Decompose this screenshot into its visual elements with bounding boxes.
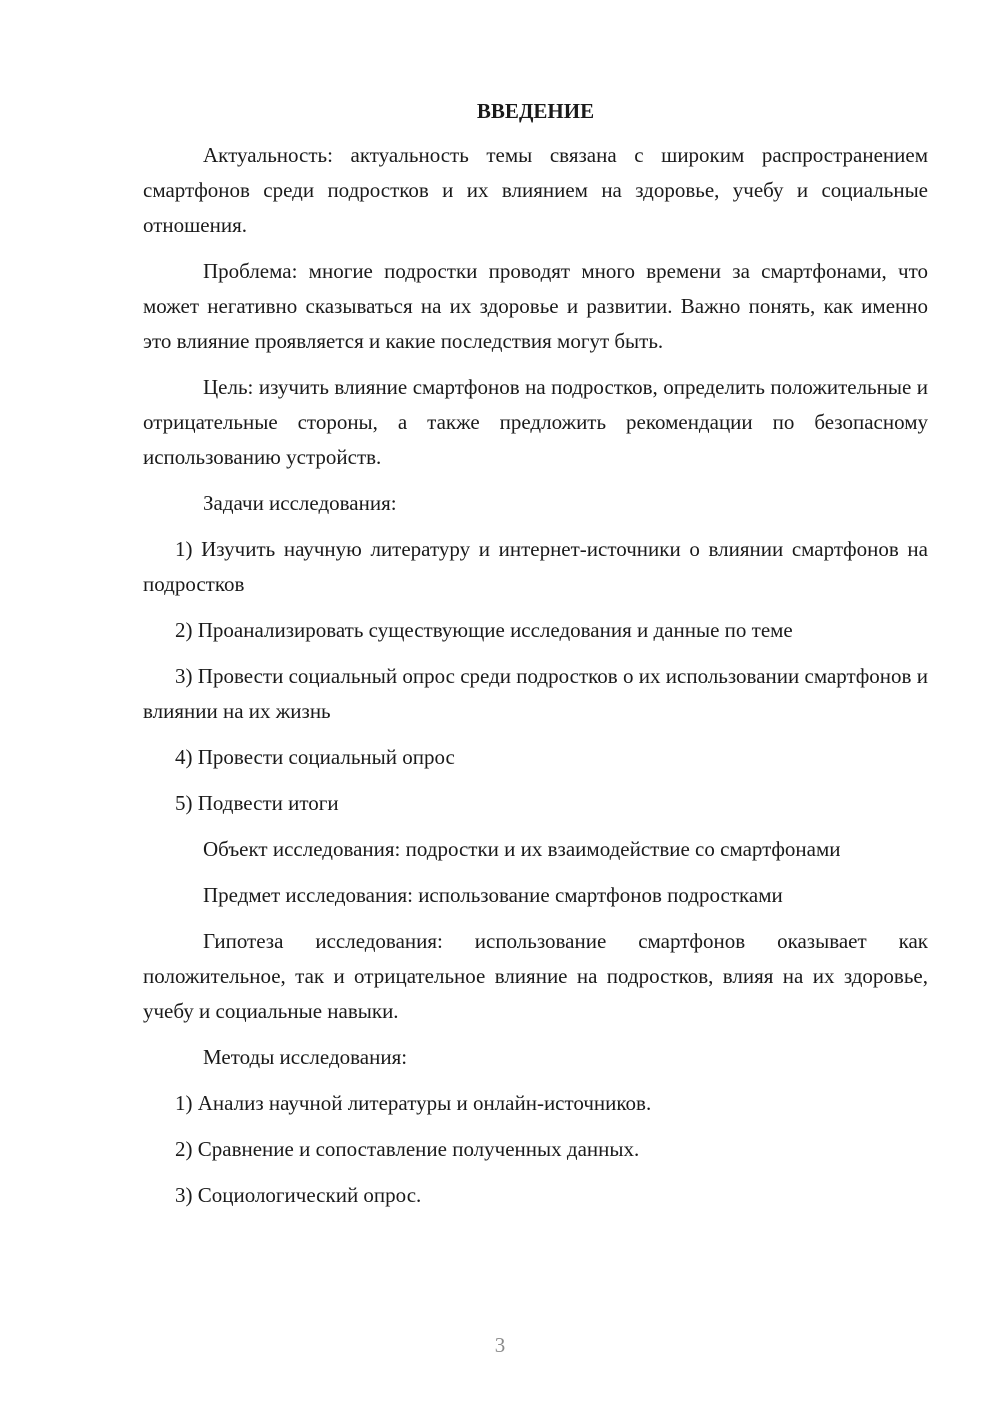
document-page	[143, 94, 928, 1224]
task-item: 3) Провести социальный опрос среди подростков о их использовании смартфонов и влиянии на их жизнь	[143, 664, 928, 723]
relevance-paragraph: Актуальность: актуальность темы связана с широким распространением смартфонов среди подростков и их влиянием на здоровье, учебу и социальные отношения.	[143, 143, 928, 237]
hypothesis-paragraph: Гипотеза исследования: использование смартфонов оказывает как положительное, так и отрицательное влияние на подростков, влияя на их здоровье, учебу и социальные навыки.	[143, 929, 928, 1023]
task-item: 1) Изучить научную литературу и интернет-источники о влиянии смартфонов на подростков	[143, 537, 928, 596]
method-item: 3) Социологический опрос.	[175, 1183, 422, 1207]
methods-heading: Методы исследования:	[203, 1045, 408, 1069]
task-item: 4) Провести социальный опрос	[175, 745, 455, 769]
tasks-heading: Задачи исследования:	[203, 491, 397, 515]
problem-paragraph: Проблема: многие подростки проводят много времени за смартфонами, что может негативно сказываться на их здоровье и развитии. Важно понять, как именно это влияние проявляется и какие последствия могут быть.	[143, 259, 928, 353]
goal-paragraph: Цель: изучить влияние смартфонов на подростков, определить положительные и отрицательные стороны, а также предложить рекомендации по безопасному использованию устройств.	[143, 375, 928, 469]
method-item: 2) Сравнение и сопоставление полученных данных.	[175, 1137, 640, 1161]
page-number: 3	[494, 1333, 506, 1357]
task-item: 5) Подвести итоги	[175, 791, 339, 815]
object-paragraph: Объект исследования: подростки и их взаимодействие со смартфонами	[203, 837, 841, 861]
method-item: 1) Анализ научной литературы и онлайн-источников.	[175, 1091, 652, 1115]
subject-paragraph: Предмет исследования: использование смартфонов подростками	[203, 883, 783, 907]
task-item: 2) Проанализировать существующие исследования и данные по теме	[175, 618, 793, 642]
section-title: ВВЕДЕНИЕ	[476, 99, 595, 123]
